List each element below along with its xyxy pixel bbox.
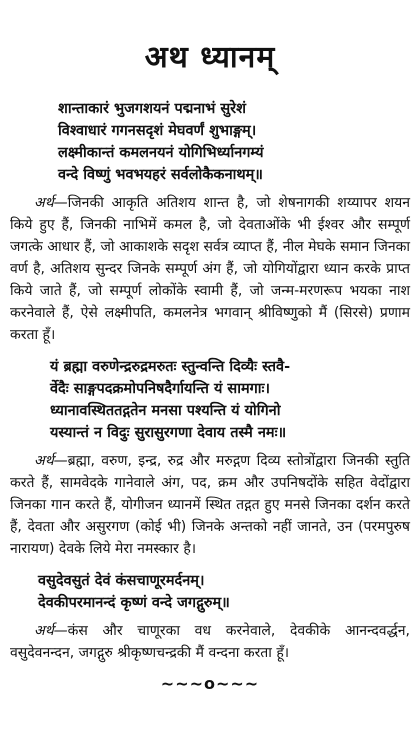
page-title: अथ ध्यानम्: [144, 40, 276, 75]
meaning-label: अर्थ—: [34, 453, 68, 469]
verse-line: यस्यान्तं न विदुः सुरासुरगणा देवाय तस्मै नमः॥: [50, 425, 287, 441]
verse-line: ध्यानावस्थिततद्गतेन मनसा पश्यन्ति यं योगिनो: [50, 403, 281, 419]
verse-yam-brahma: [10, 356, 410, 444]
meaning-paragraph: [10, 192, 410, 346]
verse-line: विश्वाधारं गगनसदृशं मेघवर्णं शुभाङ्गम्।: [58, 123, 257, 139]
verse-line: वसुदेवसुतं देवं कंसचाणूरमर्दनम्।: [38, 573, 205, 589]
meaning-text: ब्रह्मा, वरुण, इन्द्र, रुद्र और मरुद्गण दिव्य स्तोत्रोंद्वारा जिनकी स्तुति करते हैं, सामवेदके गानेवाले अंग, पद, क्रम और उपनिषदोंके सहित वेदोंद्वारा जिनका गान करते हैं, योगीजन ध्यानमें स्थित तद्गत हुए मनसे जिनका दर्शन करते हैं, देवता और असुरगण (कोई भी) जिनके अन्तको नहीं जानते, उन (परमपुरुष नारायण) देवके लिये मेरा नमस्कार है।: [10, 453, 410, 557]
meaning-label: अर्थ—: [34, 195, 68, 211]
verse-vasudeva-sutam: [10, 570, 410, 614]
meaning-label: अर्थ—: [34, 623, 68, 639]
verse-shantakaram: [10, 98, 410, 186]
meaning-paragraph: [10, 620, 410, 664]
meaning-paragraph: [10, 450, 410, 560]
meaning-text: कंस और चाणूरका वध करनेवाले, देवकीके आनन्दवर्द्धन, वसुदेवनन्दन, जगद्गुरु श्रीकृष्णचन्द्रकी मैं वन्दना करता हूँ।: [10, 623, 410, 661]
verse-line: लक्ष्मीकान्तं कमलनयनं योगिभिर्ध्यानगम्यं: [58, 145, 264, 161]
verse-line: वन्दे विष्णुं भवभयहरं सर्वलोकैकनाथम्॥: [58, 167, 263, 183]
ornament-divider: ~~~o~~~: [160, 674, 260, 693]
verse-line: शान्ताकारं भुजगशयनं पद्मनाभं सुरेशं: [58, 101, 246, 117]
verse-line: देवकीपरमानन्दं कृष्णं वन्दे जगद्गुरुम्॥: [38, 595, 230, 611]
verse-line: र्वेदैः साङ्गपदक्रमोपनिषदैर्गायन्ति यं सामगाः।: [50, 381, 270, 397]
meaning-text: जिनकी आकृति अतिशय शान्त है, जो शेषनागकी शय्यापर शयन किये हुए हैं, जिनकी नाभिमें कमल है, जो देवताओंके भी ईश्वर और सम्पूर्ण जगत्के आधार हैं, जो आकाशके सदृश सर्वत्र व्याप्त हैं, नील मेघके समान जिनका वर्ण है, अतिशय सुन्दर जिनके सम्पूर्ण अंग हैं, जो योगियोंद्वारा ध्यान करके प्राप्त किये जाते हैं, जो सम्पूर्ण लोकोंके स्वामी हैं, जो जन्म-मरणरूप भयका नाश करनेवाले हैं, ऐसे लक्ष्मीपति, कमलनेत्र भगवान् श्रीविष्णुको मैं (सिरसे) प्रणाम करता हूँ।: [10, 195, 410, 343]
verse-line: यं ब्रह्मा वरुणेन्द्ररुद्रमरुतः स्तुन्वन्ति दिव्यैः स्तवै-: [50, 359, 291, 375]
